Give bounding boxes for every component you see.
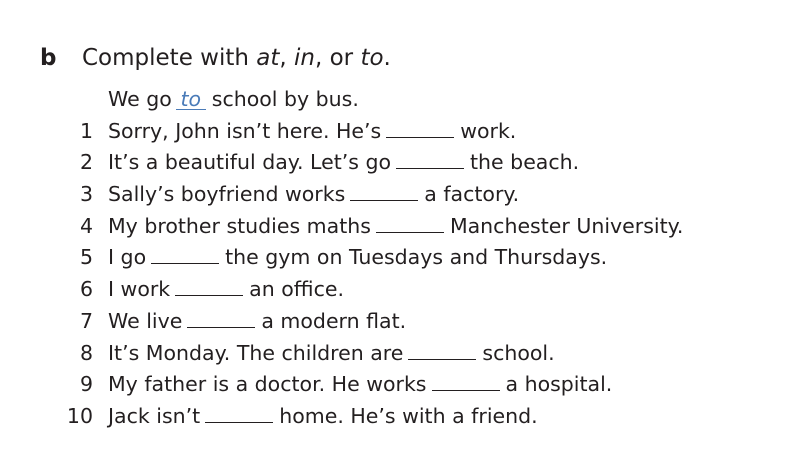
item-text-after: home. He’s with a friend. <box>279 403 538 428</box>
item-text-before: It’s Monday. The children are <box>108 340 404 365</box>
item-text-after: Manchester University. <box>449 213 684 238</box>
instruction-word-in: in <box>294 45 315 71</box>
instruction-separator: , or <box>314 45 361 71</box>
item-sentence <box>108 306 406 338</box>
exercise-item <box>0 306 804 338</box>
item-sentence <box>108 274 344 306</box>
example-answer: to <box>176 89 206 110</box>
item-text-before: Sorry, John isn’t here. He’s <box>108 118 382 143</box>
item-number: 5 <box>79 245 93 270</box>
answer-blank[interactable] <box>187 309 255 328</box>
exercise-item <box>0 274 804 306</box>
item-text-after: a factory. <box>424 182 520 207</box>
instruction-word-to: to <box>360 45 384 71</box>
item-number: 4 <box>79 213 93 238</box>
item-sentence <box>108 369 612 401</box>
exercise-item <box>0 369 804 401</box>
answer-blank[interactable] <box>386 119 454 138</box>
item-text-after: the beach. <box>470 150 580 175</box>
exercise-letter: b <box>40 45 57 71</box>
answer-blank[interactable] <box>408 341 476 360</box>
instruction-prefix: Complete with <box>82 45 257 71</box>
exercise-item <box>0 338 804 370</box>
exercise-instruction <box>82 40 391 76</box>
exercise-item <box>0 147 804 179</box>
item-sentence <box>108 211 683 243</box>
exercise-items <box>0 84 804 433</box>
item-number: 1 <box>79 118 93 143</box>
item-sentence <box>108 147 579 179</box>
item-text-before: Jack isn’t <box>108 403 201 428</box>
instruction-separator: , <box>279 45 295 71</box>
exercise-item <box>0 179 804 211</box>
item-sentence <box>108 242 607 274</box>
instruction-word-at: at <box>256 45 280 71</box>
item-text-before: It’s a beautiful day. Let’s go <box>108 150 392 175</box>
item-text-before: My brother studies maths <box>108 213 371 238</box>
exercise-item <box>0 401 804 433</box>
example-text-after: school by bus. <box>211 87 359 111</box>
example-text-before: We go <box>108 87 172 111</box>
exercise-item <box>0 116 804 148</box>
item-text-after: work. <box>460 118 517 143</box>
item-text-before: I go <box>108 245 147 270</box>
example-sentence <box>108 84 359 116</box>
answer-blank[interactable] <box>151 245 219 264</box>
answer-blank[interactable] <box>396 150 464 169</box>
item-text-after: a modern flat. <box>261 308 407 333</box>
item-text-before: I work <box>108 277 171 302</box>
answer-blank[interactable] <box>376 214 444 233</box>
item-sentence <box>108 116 516 148</box>
instruction-suffix: . <box>383 45 391 71</box>
item-sentence <box>108 179 519 211</box>
item-number: 10 <box>66 403 93 428</box>
answer-blank[interactable] <box>205 404 273 423</box>
item-text-before: My father is a doctor. He works <box>108 372 427 397</box>
item-text-after: a hospital. <box>505 372 613 397</box>
item-number: 3 <box>79 182 93 207</box>
item-sentence <box>108 338 555 370</box>
item-text-after: school. <box>482 340 555 365</box>
item-sentence <box>108 401 538 433</box>
item-number: 8 <box>79 340 93 365</box>
exercise-item <box>0 211 804 243</box>
answer-blank[interactable] <box>350 182 418 201</box>
item-text-after: an office. <box>249 277 345 302</box>
item-number: 6 <box>79 277 93 302</box>
item-text-before: We live <box>108 308 183 333</box>
item-text-before: Sally’s boyfriend works <box>108 182 346 207</box>
item-number: 7 <box>79 308 93 333</box>
example-row <box>0 84 804 116</box>
answer-blank[interactable] <box>432 372 500 391</box>
item-number: 9 <box>79 372 93 397</box>
exercise-item <box>0 242 804 274</box>
answer-blank[interactable] <box>175 277 243 296</box>
item-number: 2 <box>79 150 93 175</box>
item-text-after: the gym on Tuesdays and Thursdays. <box>225 245 608 270</box>
